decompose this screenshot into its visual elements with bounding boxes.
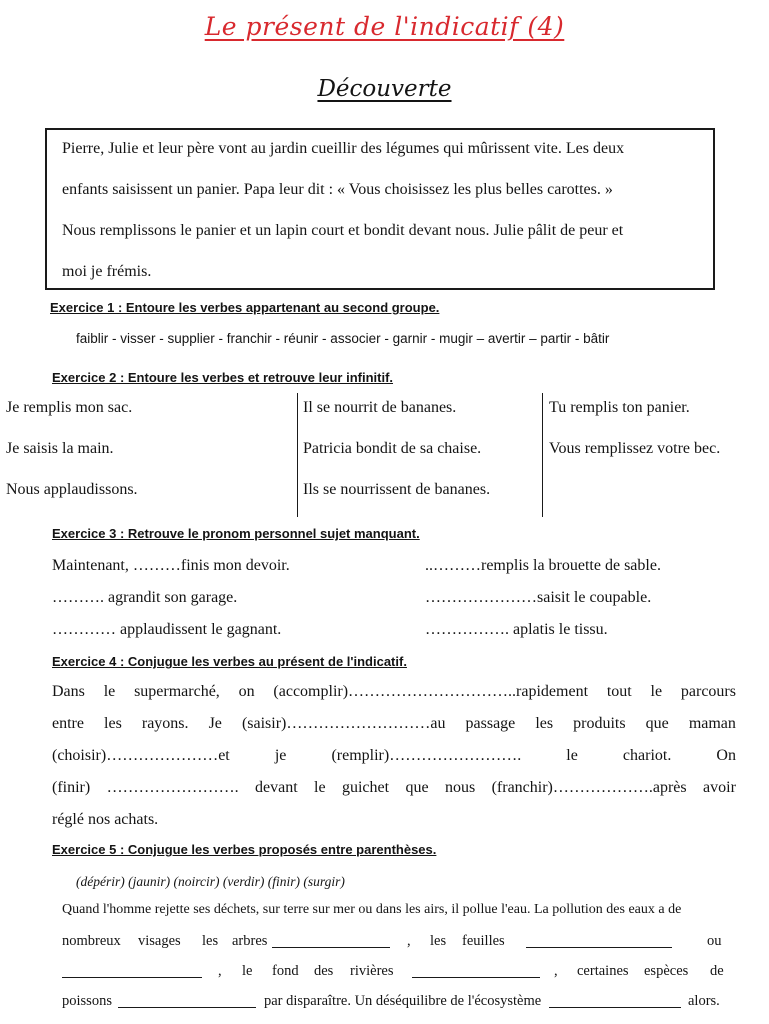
paragraph-line: (choisir)…………………et je (remplir)……………………. le chariot. On [52,747,736,764]
sentence: Il se nourrit de bananes. [303,399,457,416]
sentence: Je saisis la main. [6,440,114,457]
fill-in-sentence: ………… applaudissent le gagnant. [52,621,282,638]
sentence: Ils se nourrissent de bananes. [303,481,491,498]
fill-in-sentence: …………………saisit le coupable. [425,589,652,606]
text-line: Pierre, Julie et leur père vont au jardin cueillir des légumes qui mûrissent vite. Les deux [62,140,625,157]
text-line: Nous remplissons le panier et un lapin court et bondit devant nous. Julie pâlit de peur et [62,222,624,239]
exercise-3-title: Exercice 3 : Retrouve le pronom personnel sujet manquant. [52,526,420,541]
column-divider [542,393,543,517]
column-divider [297,393,298,517]
text-line: enfants saisissent un panier. Papa leur dit : « Vous choisissez les plus belles carottes. » [62,181,613,198]
sentence: Nous applaudissons. [6,481,138,498]
page-title: Le présent de l'indicatif (4) [204,12,565,41]
fill-in-sentence: Maintenant, ………finis mon devoir. [52,557,290,574]
exercise-5-title: Exercice 5 : Conjugue les verbes proposés entre parenthèses. [52,842,437,857]
answer-blank[interactable] [412,963,540,978]
text-line: moi je frémis. [62,263,152,280]
paragraph-line: nombreux visages les arbres , les feuilles ou [62,933,722,949]
paragraph-line: , le fond des rivières , certaines espèces de [62,963,726,985]
exercise-2-title: Exercice 2 : Entoure les verbes et retrouve leur infinitif. [52,370,394,385]
answer-blank[interactable] [272,933,390,948]
fill-in-sentence: ……………. aplatis le tissu. [425,621,608,638]
sentence: Je remplis mon sac. [6,399,133,416]
exercise-1-word-list: faiblir - visser - supplier - franchir - réunir - associer - garnir - mugir – avertir – partir - bâtir [76,331,610,346]
fill-in-sentence: ………. agrandit son garage. [52,589,238,606]
answer-blank[interactable] [526,933,672,948]
paragraph-line: (finir) ……………………. devant le guichet que nous (franchir)……………….après avoir [52,779,736,796]
verbs-list: (dépérir) (jaunir) (noircir) (verdir) (finir) (surgir) [76,874,345,889]
paragraph-line: poissons par disparaître. Un déséquilibre de l'écosystème alors. [62,993,720,1009]
answer-blank[interactable] [62,963,202,978]
section-subtitle: Découverte [317,76,452,102]
paragraph-line: entre les rayons. Je (saisir)………………………au passage les produits que maman [52,715,736,732]
sentence: Tu remplis ton panier. [549,399,690,416]
answer-blank[interactable] [118,993,256,1008]
sentence: Patricia bondit de sa chaise. [303,440,482,457]
exercise-1-title: Exercice 1 : Entoure les verbes appartenant au second groupe. [50,300,440,315]
answer-blank[interactable] [549,993,681,1008]
sentence: Vous remplissez votre bec. [549,440,721,457]
fill-in-sentence: ..………remplis la brouette de sable. [425,557,661,574]
exercise-4-title: Exercice 4 : Conjugue les verbes au présent de l'indicatif. [52,654,407,669]
paragraph-line: Dans le supermarché, on (accomplir)…………………………..rapidement tout le parcours [52,683,736,700]
paragraph-line: réglé nos achats. [52,811,159,828]
paragraph-line: Quand l'homme rejette ses déchets, sur terre sur mer ou dans les airs, il pollue l'eau. La pollution des eaux a de [62,902,682,917]
